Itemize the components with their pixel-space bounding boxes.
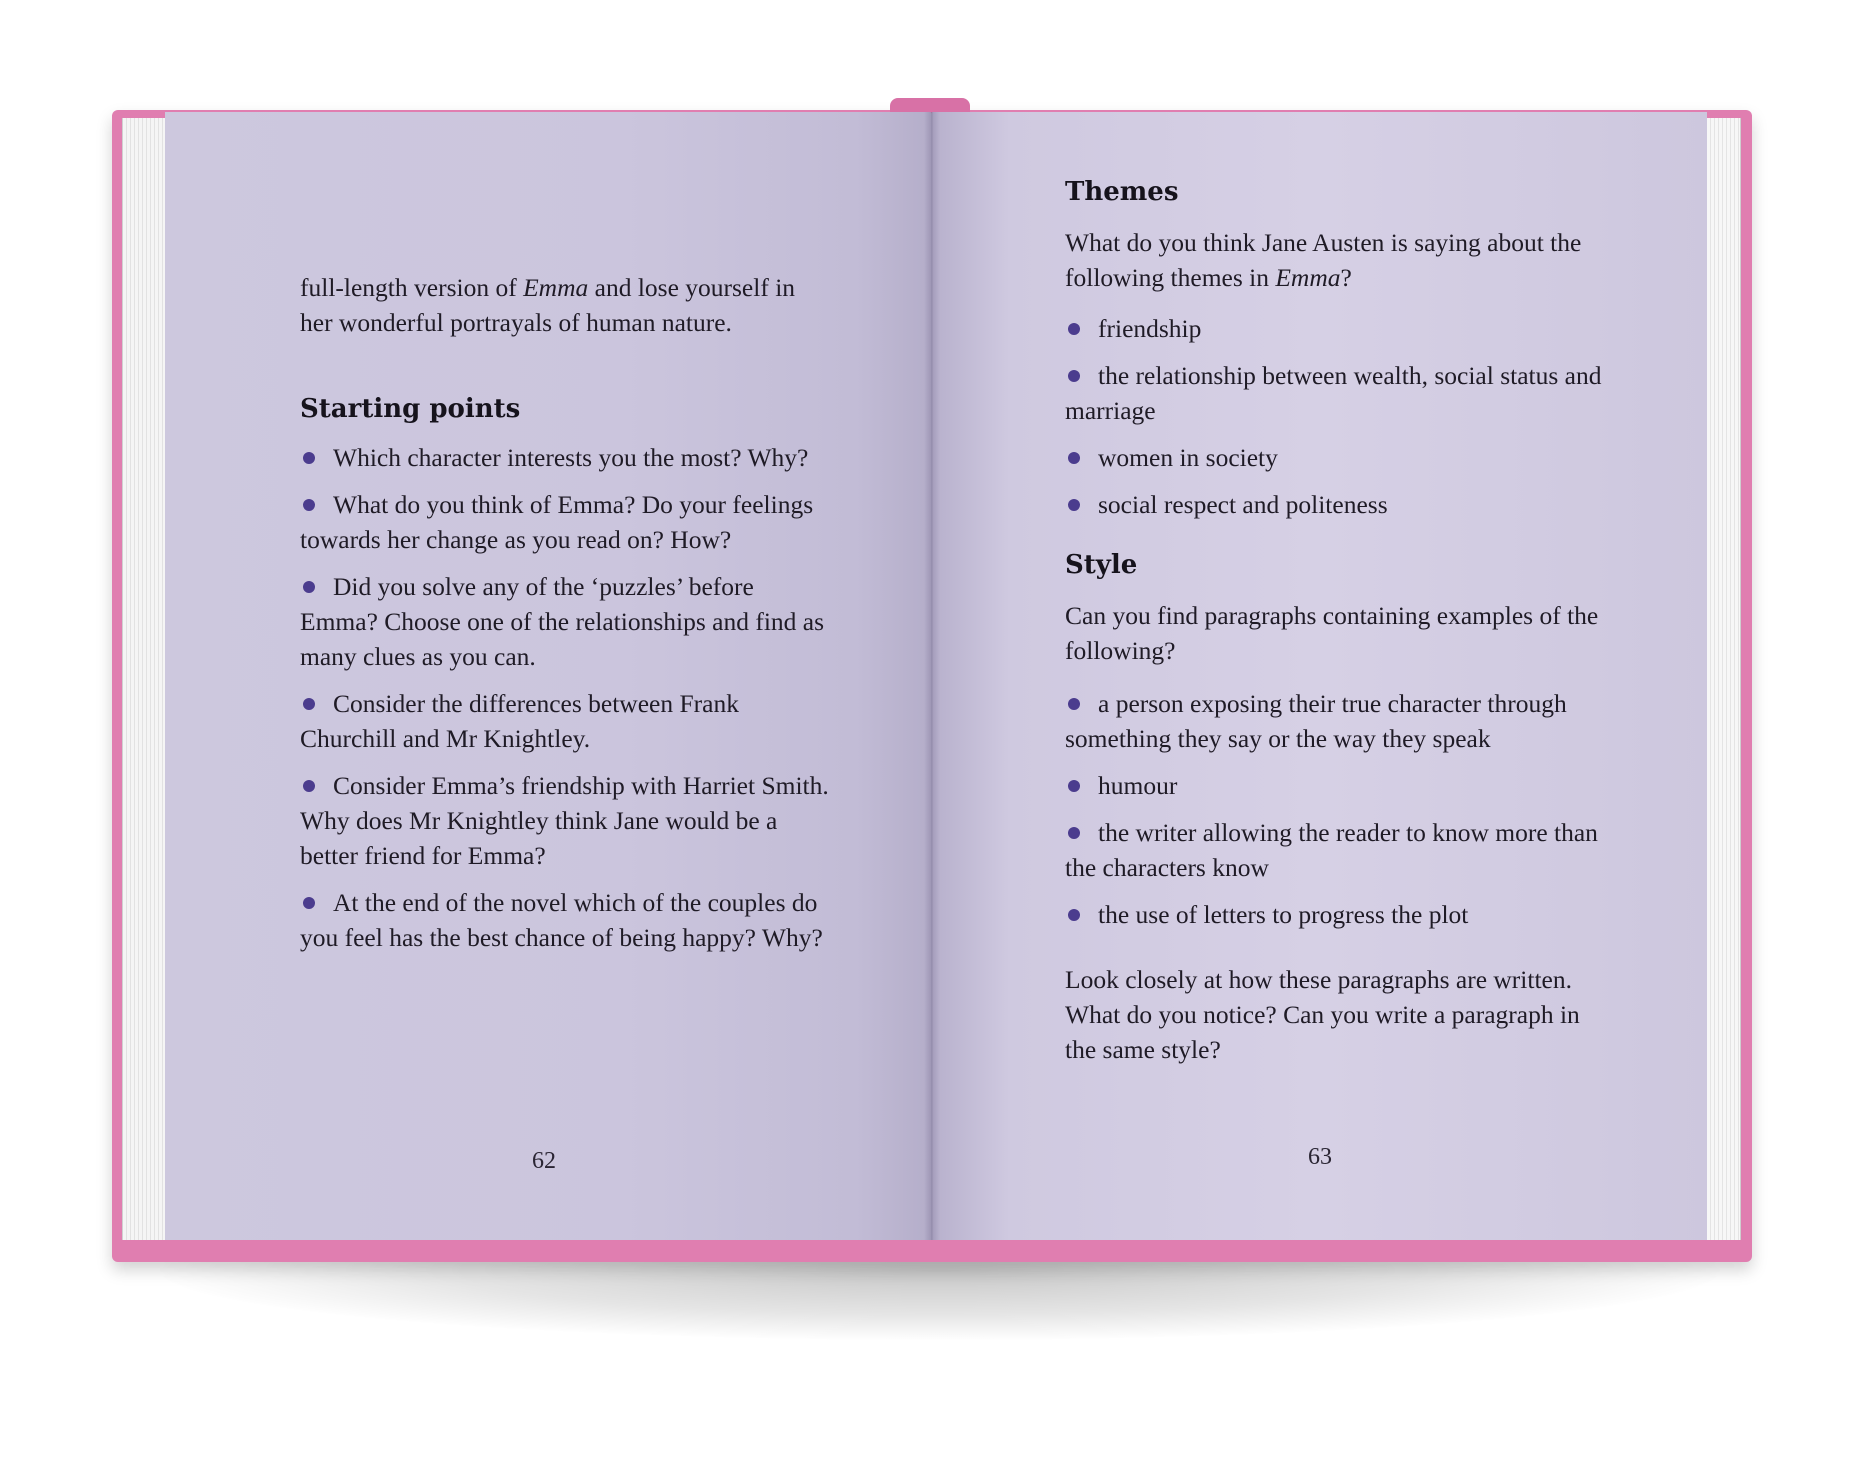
- list-item: Which character interests you the most? Why?: [300, 440, 830, 475]
- bullet-dot-icon: [303, 452, 315, 464]
- title-emphasis: Emma: [523, 273, 589, 302]
- style-heading: Style: [1065, 550, 1138, 580]
- page-number-right: 63: [1308, 1144, 1332, 1170]
- list-item: a person exposing their true character through something they say or the way they speak: [1065, 689, 1567, 753]
- themes-list: [1065, 311, 1610, 522]
- left-page-content: [300, 270, 830, 967]
- bullet-dot-icon: [1068, 370, 1080, 382]
- list-item: Did you solve any of the ‘puzzles’ before Emma? Choose one of the relationships and find as many clues as you can.: [300, 572, 825, 671]
- intro-paragraph: full-length version of Emma and lose yourself in her wonderful portrayals of human nature.: [300, 273, 796, 337]
- themes-intro: What do you think Jane Austen is saying about the following themes in Emma?: [1065, 228, 1582, 292]
- page-number-left: 62: [532, 1148, 556, 1174]
- bullet-dot-icon: [1068, 323, 1080, 335]
- bullet-dot-icon: [303, 698, 315, 710]
- starting-points-heading: Starting points: [300, 394, 521, 424]
- list-item: friendship: [1065, 311, 1610, 346]
- bullet-dot-icon: [1068, 909, 1080, 921]
- right-page-content: [1065, 175, 1610, 1067]
- bullet-dot-icon: [303, 780, 315, 792]
- closing-paragraph: Look closely at how these paragraphs are written. What do you notice? Can you write a paragraph in the same style?: [1065, 965, 1580, 1064]
- list-item: social respect and politeness: [1065, 487, 1610, 522]
- title-emphasis: Emma: [1275, 263, 1341, 292]
- bullet-dot-icon: [1068, 452, 1080, 464]
- list-item: women in society: [1065, 440, 1610, 475]
- bullet-dot-icon: [1068, 780, 1080, 792]
- starting-points-list: [300, 440, 830, 955]
- book-gutter: [924, 112, 940, 1240]
- themes-heading: Themes: [1065, 177, 1179, 207]
- list-item: Consider Emma’s friendship with Harriet Smith. Why does Mr Knightley think Jane would be a better friend for Emma?: [300, 771, 829, 870]
- bullet-dot-icon: [1068, 499, 1080, 511]
- style-list: [1065, 686, 1610, 932]
- list-item: Consider the differences between Frank Churchill and Mr Knightley.: [300, 689, 739, 753]
- bullet-dot-icon: [1068, 827, 1080, 839]
- bullet-dot-icon: [303, 581, 315, 593]
- list-item: At the end of the novel which of the couples do you feel has the best chance of being happy? Why?: [300, 888, 823, 952]
- list-item: the use of letters to progress the plot: [1065, 897, 1610, 932]
- bullet-dot-icon: [1068, 698, 1080, 710]
- list-item: the relationship between wealth, social status and marriage: [1065, 361, 1602, 425]
- bullet-dot-icon: [303, 499, 315, 511]
- list-item: humour: [1065, 768, 1610, 803]
- list-item: the writer allowing the reader to know more than the characters know: [1065, 818, 1598, 882]
- list-item: What do you think of Emma? Do your feelings towards her change as you read on? How?: [300, 490, 814, 554]
- bullet-dot-icon: [303, 897, 315, 909]
- style-intro: Can you find paragraphs containing examples of the following?: [1065, 601, 1599, 665]
